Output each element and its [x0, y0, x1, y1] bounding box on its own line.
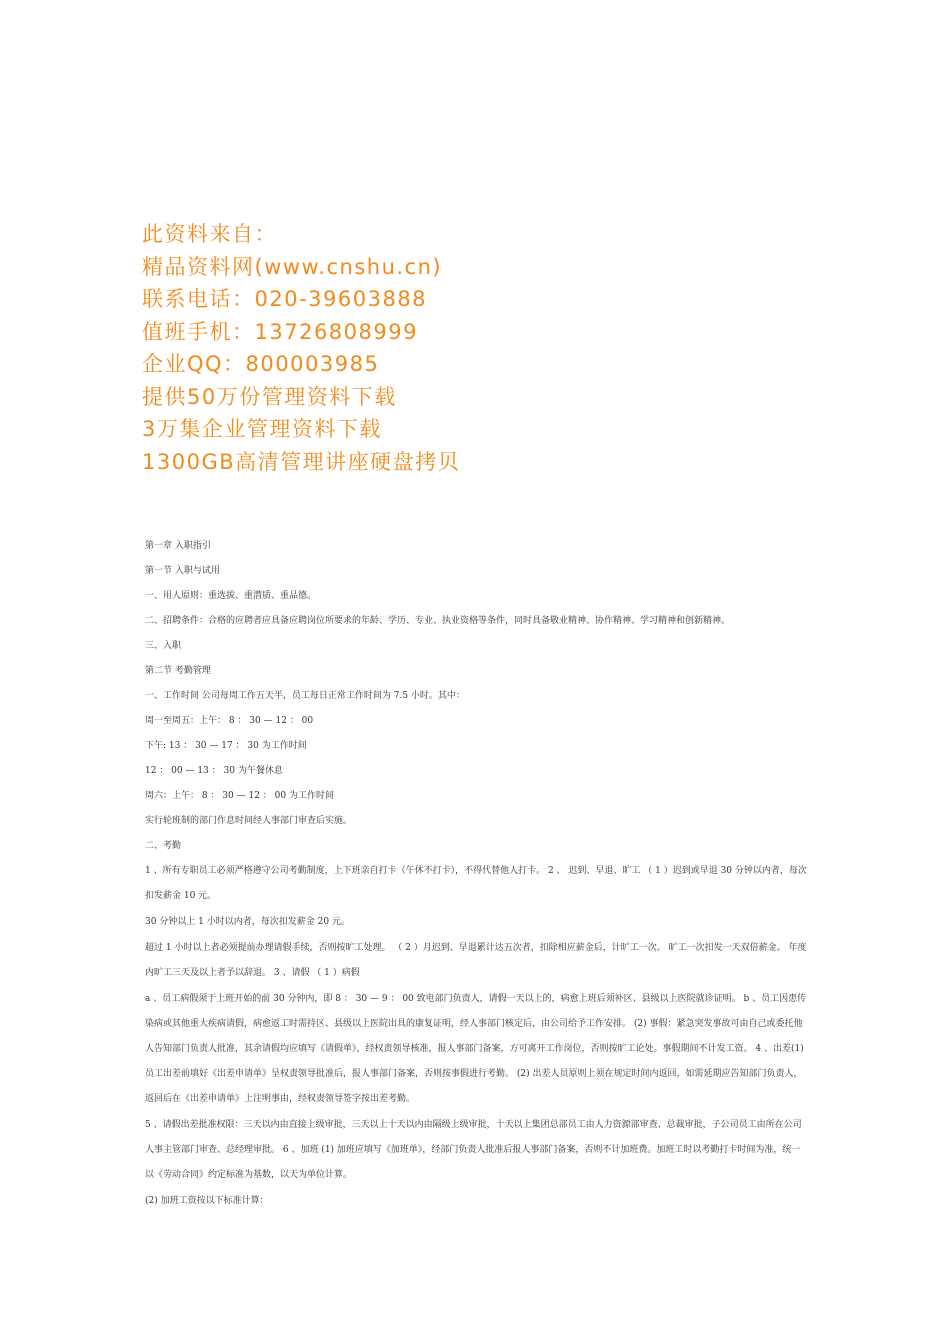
paragraph: 30 分钟以上 1 小时以内者，每次扣发薪金 20 元。	[145, 917, 350, 927]
source-notice	[142, 218, 562, 478]
source-notice-line: 联系电话：020-39603888	[142, 287, 428, 311]
paragraph: a 、员工病假须于上班开始的前 30 分钟内，即 8 ： 30 — 9 ： 00 致电部门负责人，请假一天以上的，病愈上班后须补区、县级以上医院就诊证明。 b 、员工因患传染病或其他重大疾病请假，病愈返工时需持区、县级以上医院出具的康复证明，经人事部门核定后，由公司给予工作安排。 (2) 事假：紧急突发事故可由自己或委托他人告知部门负责人批准，其余请假均应填写《请假单》，经权责领导核准，报人事部门备案，方可离开工作岗位，否则按旷工论处。事假期间不计发工资。 4 、出差(1) 员工出差前填好《出差申请单》呈权责领导批准后，报人事部门备案，否则按事假进行考勤。 (2) 出差人员原则上须在规定时间内返回，如需延期应告知部门负责人，返回后在《出差申请单》上注明事由，经权责领导签字按出差考勤。	[145, 994, 807, 1104]
text-line: 一、用人原则：重选拔、重潜质、重品德。	[145, 591, 317, 601]
text-line: 实行轮班制的部门作息时间经人事部门审查后实施。	[145, 816, 353, 826]
text-line: 二、招聘条件：合格的应聘者应具备应聘岗位所要求的年龄、学历、专业、执业资格等条件，同时具备敬业精神、协作精神、学习精神和创新精神。	[145, 616, 731, 626]
source-notice-line: 3万集企业管理资料下载	[142, 417, 382, 441]
section-heading: 第一节 入职与试用	[145, 566, 220, 576]
source-notice-line: 企业QQ：800003985	[142, 352, 380, 376]
text-line: 周六：上午： 8 ： 30 — 12 ： 00 为工作时间	[145, 791, 334, 801]
text-line: 周一至周五：上午： 8 ： 30 — 12 ： 00	[145, 716, 314, 726]
text-line: 二、考勤	[145, 841, 182, 851]
section-heading: 第二节 考勤管理	[145, 666, 211, 676]
paragraph: 1 、所有专职员工必须严格遵守公司考勤制度，上下班亲自打卡（午休不打卡），不得代替他人打卡。 2 、 迟到、早退、旷工 （ 1 ）迟到或早退 30 分钟以内者，每次扣发薪金 10 元。	[145, 866, 807, 901]
text-line: 三、入职	[145, 641, 182, 651]
source-notice-line: 提供50万份管理资料下载	[142, 384, 397, 409]
paragraph: 5 、请假出差批准权限：三天以内由直接上级审批，三天以上十天以内由隔级上级审批，十天以上集团总部员工由人力资源部审查、总裁审批，子公司员工由所在公司人事主管部门审查、总经理审批。 6 、加班 (1) 加班应填写《加班单》，经部门负责人批准后报人事部门备案，否则不计加班费。加班工时以考勤打卡时间为准，统一以《劳动合同》约定标准为基数，以天为单位计算。	[145, 1120, 802, 1180]
source-notice-line: 值班手机：13726808999	[142, 319, 418, 344]
source-notice-line: 1300GB高清管理讲座硬盘拷贝	[142, 449, 461, 474]
source-notice-line: 精品资料网(www.cnshu.cn)	[142, 254, 443, 279]
chapter-heading: 第一章 入职指引	[145, 541, 211, 551]
source-notice-line: 此资料来自：	[142, 222, 277, 246]
text-line: 下午: 13 ： 30 — 17 ： 30 为工作时间	[145, 741, 307, 751]
text-line: 12 ： 00 — 13 ： 30 为午餐休息	[145, 766, 283, 776]
document-body	[145, 540, 807, 1221]
text-line: 一、工作时间 公司每周工作五天半，员工每日正常工作时间为 7.5 小时。其中：	[145, 691, 465, 701]
paragraph: 超过 1 小时以上者必须提前办理请假手续，否则按旷工处理。 （ 2 ）月迟到、早退累计达五次者，扣除相应薪金后，计旷工一次。 旷工一次扣发一天双倍薪金。 年度内旷工三天及以上者予以辞退。 3 、请假 （ 1 ）病假	[145, 943, 807, 978]
paragraph: (2) 加班工资按以下标准计算：	[145, 1196, 269, 1206]
